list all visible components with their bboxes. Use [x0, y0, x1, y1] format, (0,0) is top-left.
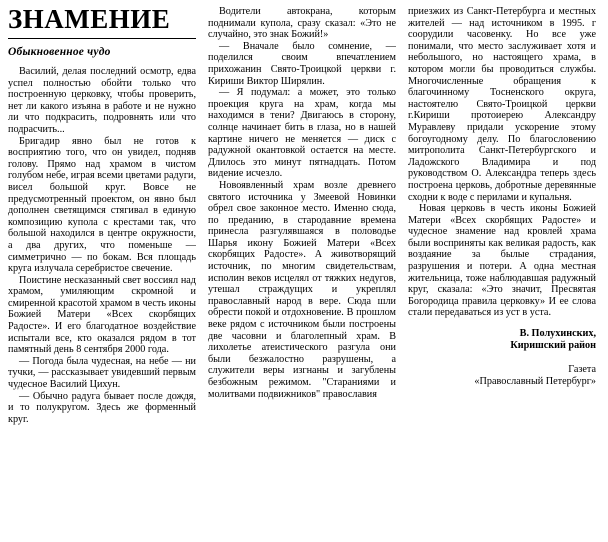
source-name: «Православный Петербург»	[474, 376, 596, 388]
paragraph: приезжих из Санкт-Петербурга и местных жителей — над источником в 1995. г соорудили часовенку. Но все уже понимали, что место заслуживает хотя и небольшого, но настоящего храма, в котором могли бы проводиться службы. Многочисленные обращения к благочинному Тосненского округа, настоятелю Свято-Троицкой церкви г.Кириши протоиерею Александру Муравлеву придали ускорение этому богоугодному делу. По благословению митрополита Санкт-Петербургского и Ладожского Владимира и под руководством О. Александра теперь здесь построена церковь, добротные деревянные сходни к воде с перилами и купальня.	[408, 6, 596, 203]
paragraph: — Вначале было сомнение, — поделился своим впечатлением прихожанин Свято-Троицкой церкви г. Кириши Виктор Ширялин.	[208, 40, 396, 87]
paragraph: Новая церковь в честь иконы Божией Матери «Всех скорбящих Радосте» и чудесное знамение над кровлей храма были восприняты как великая радость, как воздаяние за былые страдания, разрушения и потери. А одна местная жительница, тоже наблюдавшая радужный круг, сказала: «Это значит, Пресвятая Богородица правила церковку» И ее слова стали передаваться из уст в уста.	[408, 203, 596, 319]
paragraph: — Обычно радуга бывает после дождя, и то полукругом. Здесь же форменный круг.	[8, 390, 196, 425]
article-columns	[8, 6, 600, 538]
paragraph: — Погода была чудесная, на небе — ни тучки, — рассказывает увидевший первым чудесное Василий Цихун.	[8, 355, 196, 391]
masthead-rule	[8, 38, 196, 39]
paragraph: Новоявленный храм возле древнего святого источника у Змеевой Новинки обрел свое законное место. Именно сюда, по преданию, в стародавние времена принесла разгулявшаяся в половодье Шарья икону Божией Матери «Всех скорбящих Радосте». А животворящий источник, по многим свидетельствам, исполин веков исцелял от тяжких недугов, утешал страждущих и укреплял православный народ в вере. Сюда шли обрести покой и отдохновение. В прошлом веке рядом с источником были построены две часовни и благолепный храм. В лихолетье атеистического разгула они были безжалостно разрушены, а служители веры изгнаны и загублены безбожным режимом. "Стараниями и молитвами подвижников" православия	[208, 179, 396, 400]
column-one	[8, 6, 196, 538]
source-label: Газета	[568, 364, 596, 376]
column-three	[408, 6, 596, 538]
paragraph: Поистине несказанный свет восcиял над храмом, умиляющим скромной и смиренной красотой храмом в честь иконы Божией Матери «Всех скорбящих Радосте». И его благодатное воздействие испытали все, кто оказался рядом в тот памятный день 8 сентября 2000 года.	[8, 274, 196, 356]
paragraph: Василий, делая последний осмотр, едва успел полностью обойти только что построенную церковку, чтобы проверить, нет ли какого изъяна в работе и не нужно ли что подкрасить, подровнять или что подрасчить...	[8, 66, 196, 135]
author-name: В. Полухинских,	[519, 328, 596, 340]
article-source	[408, 364, 596, 388]
paragraph: — Я подумал: а может, это только проекция круга на храм, когда мы находимся в тени? Двигаюсь в сторону, солнце начинает бить в глаза, но в нашей картине ничего не меняется — диск с радужной окантовкой остается на месте. Длилось это минут пятнадцать. Потом видение исчезло.	[208, 87, 396, 180]
masthead-title: ЗНАМЕНИЕ	[8, 4, 171, 34]
paragraph: Водители автокрана, которым поднимали купола, сразу сказал: «Это не случайно, это знак Божий!»	[208, 6, 396, 41]
article-signature	[408, 328, 596, 352]
article-subhead: Обыкновенное чудо	[8, 46, 111, 58]
column-two	[208, 6, 396, 538]
author-location: Киришский район	[510, 340, 596, 352]
paragraph: Бригадир явно был не готов к восприятию того, что он увидел, подняв голову. Прямо над храмом в чистом голубом небе, играя всеми цветами радуги, висел большой круг. Вовсе не предусмотренный проектом, он явно был дополнен светящимся стягивал в единую композицию купола с крестами так, что большой находился в центре окружности, а два других, что поменьше — симметрично — по бокам. Вся площадь круга излучала серебристое свечение.	[8, 135, 196, 275]
